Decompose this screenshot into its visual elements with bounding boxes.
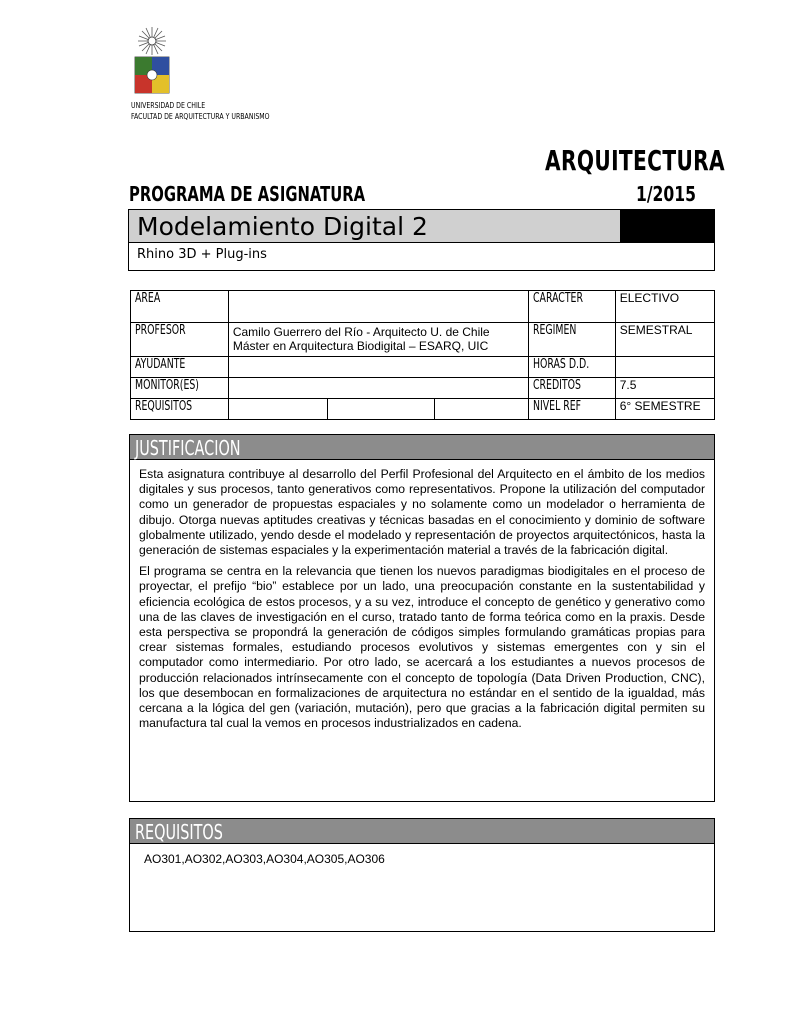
creditos-label-cell: CREDITOS — [528, 378, 615, 399]
ayudante-label-cell: AYUDANTE — [131, 357, 229, 378]
course-title: Modelamiento Digital 2 — [137, 212, 428, 241]
regimen-value: SEMESTRAL — [615, 323, 714, 357]
caracter-label-cell: CARACTER — [528, 291, 615, 323]
table-row — [131, 399, 715, 420]
period-label: 1/2015 — [636, 182, 696, 206]
requisitos-section — [129, 818, 715, 932]
title-band — [129, 210, 620, 243]
justificacion-paragraph-1: Esta asignatura contribuye al desarrollo del Perfil Profesional del Arquitecto en el ámbito de los medios digitales y sus procesos, tanto generativos como representativos. Propone la utilización del computador como un generador de propuestas espaciales y no solamente como un modelador o herramienta de dibujo. Otorga nuevas aptitudes creativas y técnicas basadas en el conocimiento y dominio de software globalmente utilizado, yendo desde el modelado y representación de proyectos arquitectónicos, hasta la generación de sistemas espaciales y la experimentación material a través de la fabricación digital. — [139, 467, 705, 558]
requisitos-heading: REQUISITOS — [135, 820, 223, 844]
profesor-value — [228, 323, 528, 357]
table-row — [131, 357, 715, 378]
table-row — [131, 378, 715, 399]
university-header — [131, 100, 270, 122]
profesor-line-1: Camilo Guerrero del Río - Arquitecto U. de Chile — [232, 325, 490, 339]
creditos-value: 7.5 — [615, 378, 714, 399]
requisitos-value-2 — [328, 399, 434, 420]
table-row — [131, 323, 715, 357]
requisitos-header — [130, 819, 714, 844]
requisitos-body: AO301,AO302,AO303,AO304,AO305,AO306 — [144, 852, 385, 866]
requisitos-value-3 — [434, 399, 528, 420]
requisitos-label-cell: REQUISITOS — [131, 399, 229, 420]
profesor-line-2: Máster en Arquitectura Biodigital – ESARQ, UIC — [232, 339, 489, 353]
nivel-value: 6° SEMESTRE — [615, 399, 714, 420]
course-subtitle: Rhino 3D + Plug-ins — [137, 247, 267, 262]
table-row — [131, 291, 715, 323]
course-title-box — [128, 209, 715, 271]
area-value — [228, 291, 528, 323]
justificacion-body — [130, 460, 714, 731]
university-crest-logo — [132, 25, 172, 97]
university-name: UNIVERSIDAD DE CHILE — [131, 101, 206, 110]
course-info-table — [130, 290, 715, 420]
program-label: PROGRAMA DE ASIGNATURA — [129, 182, 366, 206]
requisitos-value-1 — [228, 399, 328, 420]
area-label-cell: AREA — [131, 291, 229, 323]
ayudante-value — [228, 357, 528, 378]
horas-value — [615, 357, 714, 378]
justificacion-header — [130, 435, 714, 460]
faculty-name: FACULTAD DE ARQUITECTURA Y URBANISMO — [131, 112, 270, 121]
justificacion-paragraph-2: El programa se centra en la relevancia que tienen los nuevos paradigmas biodigitales en el proceso de proyectar, el prefijo “bio” establece por un lado, una preocupación constante en la sustentabilidad y eficiencia ecológica de estos procesos, y a su vez, introduce el concepto de genético y generativo como una de las claves de investigación en el curso, tratado tanto de forma teórica como en la praxis. Desde esta perspectiva se propondrá la generación de códigos simples formulando gramáticas propias para crear sistemas formales, estudiando procesos evolutivos y sistemas emergentes con y sin el computador como intermediario. Por otro lado, se acercará a los estudiantes a nuevos procesos de producción relacionados intrínsecamente con el concepto de topología (Data Driven Production, CNC), los que desembocan en formalizaciones de arquitectura no estándar en el sentido de la igualdad, más cercana a la lógica del gen (variación, mutación), pero que gracias a la fabricación digital permiten su manufactura tal cual la vemos en procesos industrializados en cadena. — [139, 564, 705, 731]
department-title: ARQUITECTURA — [545, 144, 726, 177]
horas-label-cell: HORAS D.D. — [528, 357, 615, 378]
profesor-label-cell: PROFESOR — [131, 323, 229, 357]
caracter-value: ELECTIVO — [615, 291, 714, 323]
monitor-label-cell: MONITOR(ES) — [131, 378, 229, 399]
title-black-block — [620, 210, 714, 243]
regimen-label-cell: REGIMEN — [528, 323, 615, 357]
justificacion-section — [129, 434, 715, 802]
nivel-label-cell: NIVEL REF — [528, 399, 615, 420]
justificacion-heading: JUSTIFICACION — [135, 436, 241, 460]
monitor-value — [228, 378, 528, 399]
